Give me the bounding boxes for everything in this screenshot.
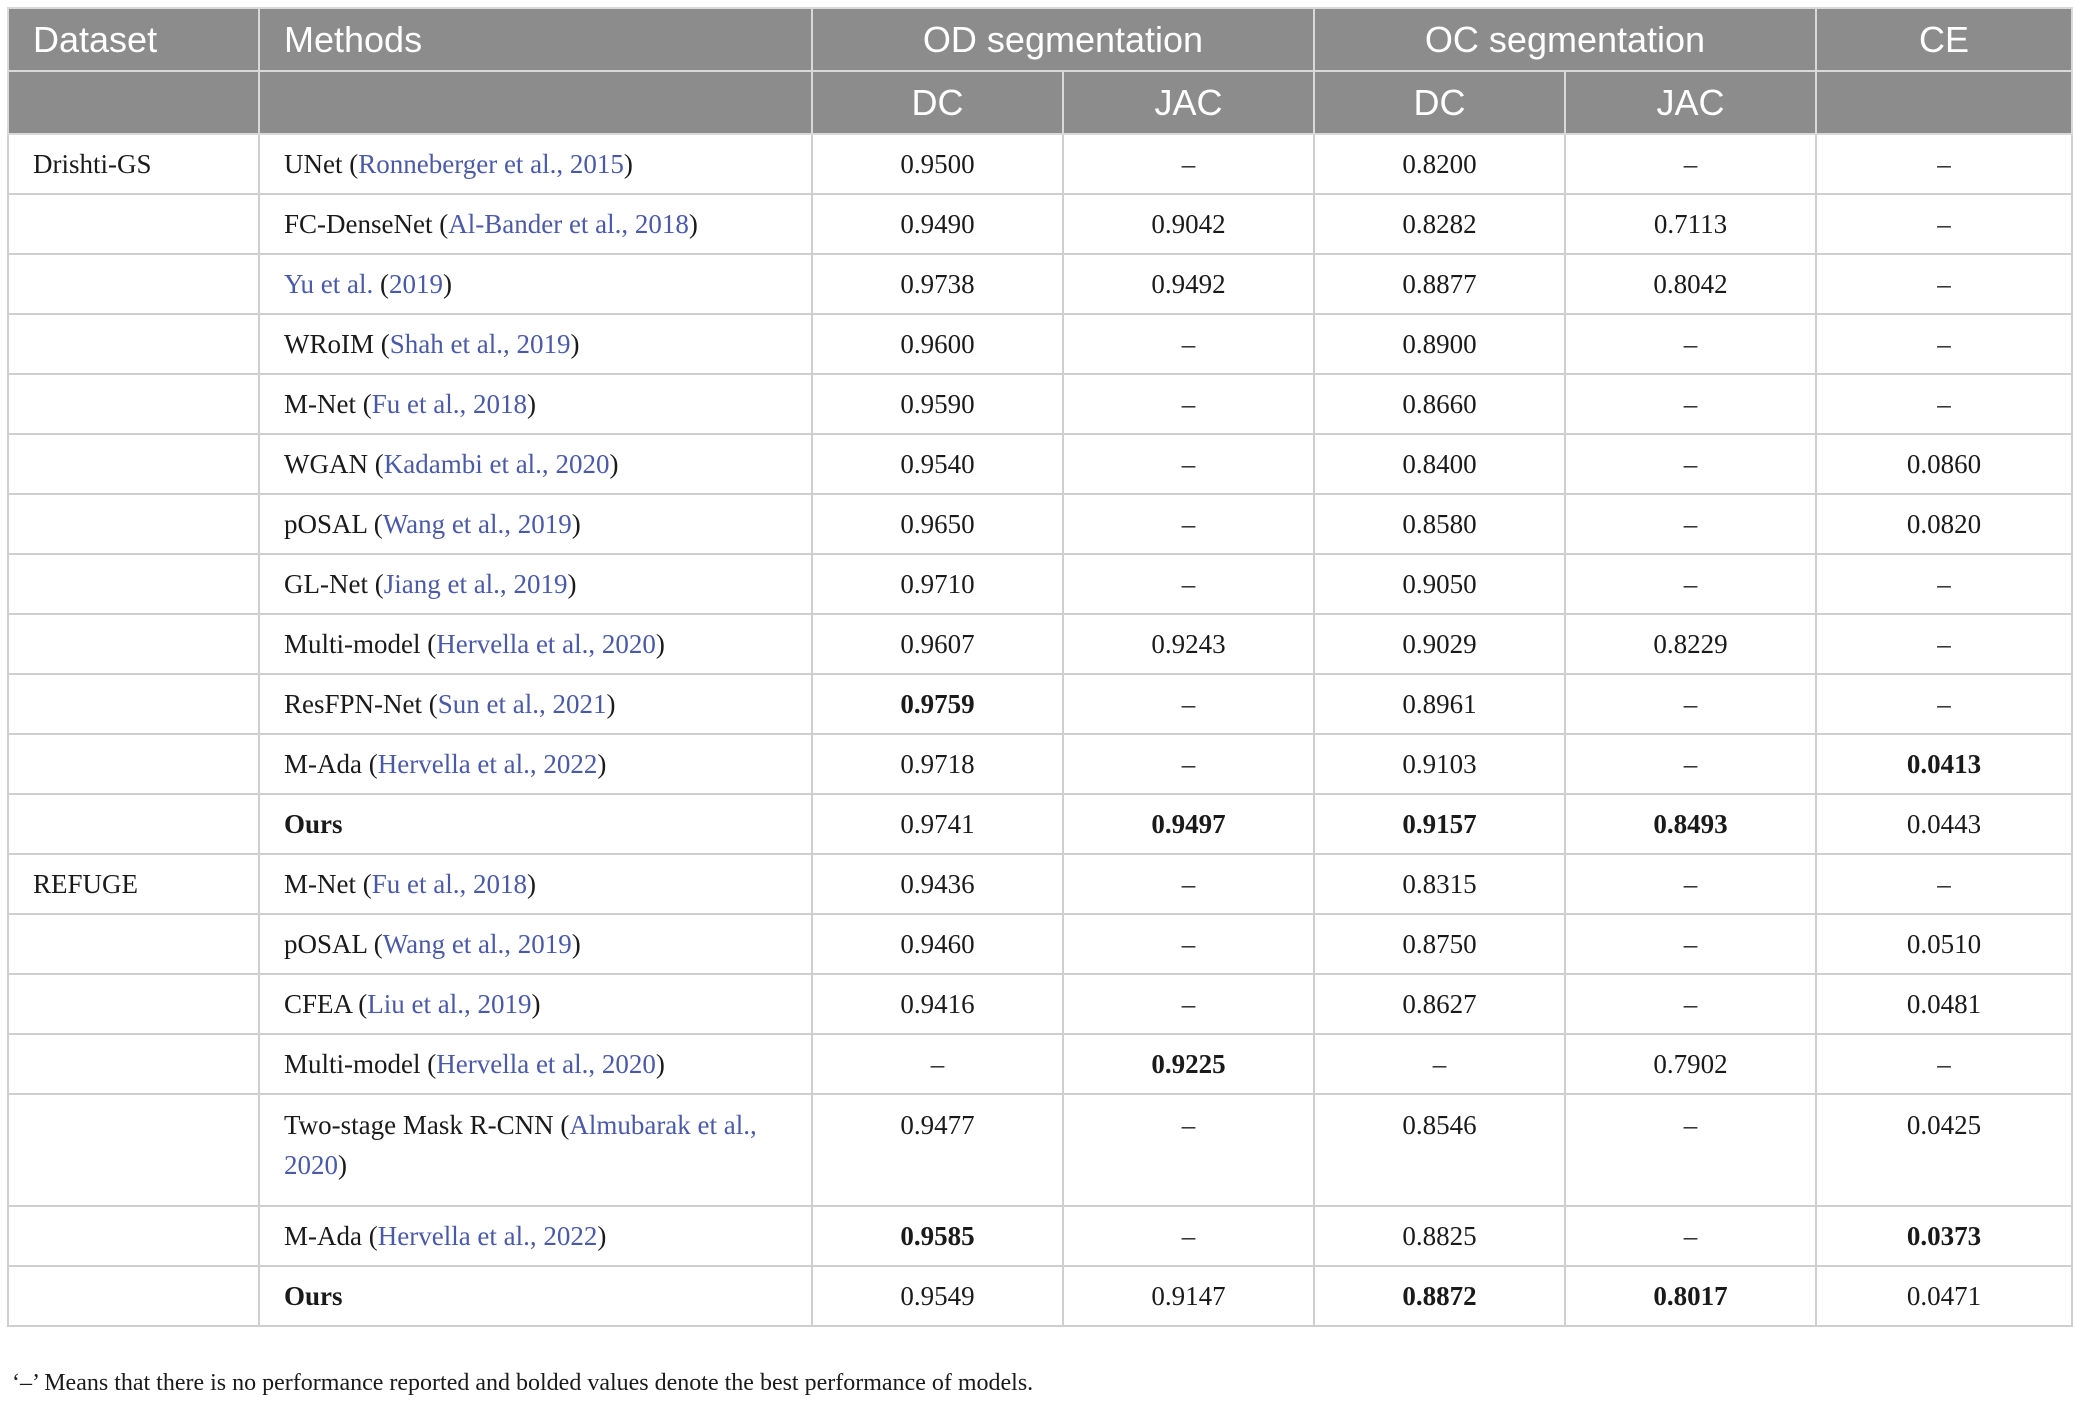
method-cell xyxy=(259,434,812,494)
header-row-2 xyxy=(8,71,2072,134)
table-row xyxy=(8,734,2072,794)
oc-dc-cell: 0.8877 xyxy=(1314,254,1565,314)
oc-dc-cell: 0.8546 xyxy=(1314,1094,1565,1206)
od-dc-cell: 0.9741 xyxy=(812,794,1063,854)
od-dc-cell: 0.9436 xyxy=(812,854,1063,914)
oc-dc-cell: – xyxy=(1314,1034,1565,1094)
citation-authors: Fu et al., xyxy=(371,869,473,899)
oc-dc-cell: 0.8750 xyxy=(1314,914,1565,974)
table-row xyxy=(8,374,2072,434)
citation-authors: Shah et al., xyxy=(389,329,517,359)
table-row xyxy=(8,554,2072,614)
paren-open: ( xyxy=(367,509,383,539)
od-jac-cell: 0.9492 xyxy=(1063,254,1314,314)
paren-open: ( xyxy=(355,869,372,899)
citation-year: 2019 xyxy=(517,509,572,539)
oc-dc-cell: 0.8400 xyxy=(1314,434,1565,494)
citation-year: 2020 xyxy=(601,1049,656,1079)
method-name: CFEA xyxy=(284,989,352,1019)
dataset-cell xyxy=(8,674,259,734)
citation-year: 2022 xyxy=(543,1221,598,1251)
method-cell xyxy=(259,1034,812,1094)
ce-cell: 0.0820 xyxy=(1816,494,2072,554)
header-od-segmentation: OD segmentation xyxy=(812,8,1314,71)
od-jac-cell: – xyxy=(1063,554,1314,614)
method-name: GL-Net xyxy=(284,569,368,599)
dataset-cell xyxy=(8,914,259,974)
paren-open: ( xyxy=(342,149,359,179)
ce-cell: – xyxy=(1816,194,2072,254)
od-jac-cell: – xyxy=(1063,734,1314,794)
oc-dc-cell: 0.9157 xyxy=(1314,794,1565,854)
table-row xyxy=(8,1206,2072,1266)
paren-open: ( xyxy=(361,749,378,779)
od-dc-cell: 0.9600 xyxy=(812,314,1063,374)
citation-link[interactable] xyxy=(448,209,689,239)
paren-open: ( xyxy=(361,1221,378,1251)
od-dc-cell: 0.9759 xyxy=(812,674,1063,734)
dataset-cell xyxy=(8,194,259,254)
citation-link[interactable] xyxy=(378,749,598,779)
method-name: FC-DenseNet xyxy=(284,209,433,239)
citation-year: 2020 xyxy=(555,449,610,479)
od-jac-cell: 0.9243 xyxy=(1063,614,1314,674)
paren-close: ) xyxy=(655,629,665,659)
dataset-cell xyxy=(8,1266,259,1326)
dataset-cell xyxy=(8,254,259,314)
dataset-cell: Drishti-GS xyxy=(8,134,259,194)
method-cell xyxy=(259,614,812,674)
dataset-cell xyxy=(8,434,259,494)
method-name: M-Net xyxy=(284,389,356,419)
citation-authors: Yu et al. xyxy=(284,269,380,299)
dataset-cell xyxy=(8,1034,259,1094)
citation-year: 2019 xyxy=(517,929,572,959)
header-oc-segmentation: OC segmentation xyxy=(1314,8,1816,71)
oc-jac-cell: – xyxy=(1565,914,1816,974)
oc-jac-cell: – xyxy=(1565,374,1816,434)
dataset-cell xyxy=(8,374,259,434)
citation-link[interactable] xyxy=(436,629,656,659)
paren-close: ) xyxy=(606,689,616,719)
dataset-cell xyxy=(8,1094,259,1206)
method-cell: Ours xyxy=(259,1266,812,1326)
table-row xyxy=(8,194,2072,254)
paren-close: ) xyxy=(570,329,580,359)
citation-year: 2019 xyxy=(513,569,568,599)
table-row xyxy=(8,674,2072,734)
od-dc-cell: 0.9477 xyxy=(812,1094,1063,1206)
method-cell xyxy=(259,974,812,1034)
od-dc-cell: – xyxy=(812,1034,1063,1094)
citation-link[interactable] xyxy=(390,329,571,359)
header-methods: Methods xyxy=(259,8,812,71)
table-row xyxy=(8,914,2072,974)
table-row xyxy=(8,254,2072,314)
dataset-cell xyxy=(8,494,259,554)
od-dc-cell: 0.9590 xyxy=(812,374,1063,434)
method-cell xyxy=(259,494,812,554)
table-row xyxy=(8,1094,2072,1206)
method-name: pOSAL xyxy=(284,509,368,539)
citation-year: 2019 xyxy=(477,989,532,1019)
method-name: M-Net xyxy=(284,869,356,899)
citation-link[interactable] xyxy=(384,449,610,479)
citation-link[interactable] xyxy=(436,1049,656,1079)
od-dc-cell: 0.9500 xyxy=(812,134,1063,194)
dataset-cell xyxy=(8,614,259,674)
oc-jac-cell: – xyxy=(1565,674,1816,734)
method-name: Two-stage Mask R-CNN xyxy=(284,1110,554,1140)
od-jac-cell: – xyxy=(1063,1094,1314,1206)
citation-authors: Fu et al., xyxy=(371,389,473,419)
oc-jac-cell: – xyxy=(1565,494,1816,554)
citation-link[interactable] xyxy=(367,989,531,1019)
citation-authors: Wang et al., xyxy=(382,929,518,959)
oc-jac-cell: – xyxy=(1565,1094,1816,1206)
oc-jac-cell: – xyxy=(1565,314,1816,374)
ce-cell: – xyxy=(1816,674,2072,734)
oc-jac-cell: 0.7902 xyxy=(1565,1034,1816,1094)
oc-dc-cell: 0.8660 xyxy=(1314,374,1565,434)
method-name: pOSAL xyxy=(284,929,368,959)
paren-open: ( xyxy=(422,689,438,719)
oc-dc-cell: 0.8961 xyxy=(1314,674,1565,734)
table-row xyxy=(8,794,2072,854)
paren-close: ) xyxy=(688,209,698,239)
od-dc-cell: 0.9738 xyxy=(812,254,1063,314)
od-dc-cell: 0.9460 xyxy=(812,914,1063,974)
oc-jac-cell: – xyxy=(1565,974,1816,1034)
paren-close: ) xyxy=(623,149,633,179)
od-dc-cell: 0.9416 xyxy=(812,974,1063,1034)
method-name: Multi-model xyxy=(284,629,421,659)
method-name: M-Ada xyxy=(284,1221,362,1251)
method-cell xyxy=(259,254,812,314)
od-jac-cell: – xyxy=(1063,134,1314,194)
oc-jac-cell: – xyxy=(1565,134,1816,194)
dataset-cell xyxy=(8,1206,259,1266)
citation-authors: Sun et al., xyxy=(437,689,553,719)
method-name: ResFPN-Net xyxy=(284,689,423,719)
citation-authors: Liu et al., xyxy=(367,989,478,1019)
oc-jac-cell: 0.8229 xyxy=(1565,614,1816,674)
od-dc-cell: 0.9585 xyxy=(812,1206,1063,1266)
oc-jac-cell: – xyxy=(1565,1206,1816,1266)
ce-cell: – xyxy=(1816,374,2072,434)
citation-year: 2018 xyxy=(634,209,689,239)
ce-cell: 0.0510 xyxy=(1816,914,2072,974)
results-table-container xyxy=(7,7,2069,1327)
paren-open: ( xyxy=(351,989,368,1019)
citation-authors: Hervella et al., xyxy=(377,1221,544,1251)
citation-link[interactable] xyxy=(384,569,568,599)
method-name: Multi-model xyxy=(284,1049,421,1079)
oc-jac-cell: 0.8493 xyxy=(1565,794,1816,854)
od-dc-cell: 0.9718 xyxy=(812,734,1063,794)
citation-year: 2019 xyxy=(516,329,571,359)
oc-dc-cell: 0.8900 xyxy=(1314,314,1565,374)
header-row-1 xyxy=(8,8,2072,71)
table-row xyxy=(8,1034,2072,1094)
table-row xyxy=(8,314,2072,374)
ce-cell: – xyxy=(1816,134,2072,194)
ce-cell: 0.0425 xyxy=(1816,1094,2072,1206)
ce-cell: – xyxy=(1816,254,2072,314)
paren-open: ( xyxy=(367,449,384,479)
od-dc-cell: 0.9607 xyxy=(812,614,1063,674)
od-jac-cell: – xyxy=(1063,974,1314,1034)
paren-close: ) xyxy=(442,269,452,299)
ce-cell: – xyxy=(1816,314,2072,374)
citation-authors: Kadambi et al., xyxy=(383,449,556,479)
paren-open: ( xyxy=(367,929,383,959)
citation-link[interactable] xyxy=(372,389,527,419)
oc-jac-cell: – xyxy=(1565,434,1816,494)
method-cell xyxy=(259,554,812,614)
citation-authors: Ronneberger et al., xyxy=(358,149,570,179)
header-od-dc: DC xyxy=(812,71,1063,134)
citation-authors: Hervella et al., xyxy=(377,749,544,779)
table-row xyxy=(8,614,2072,674)
table-body xyxy=(8,134,2072,1326)
table-row xyxy=(8,974,2072,1034)
citation-year: 2015 xyxy=(569,149,624,179)
header-od-jac: JAC xyxy=(1063,71,1314,134)
oc-dc-cell: 0.8282 xyxy=(1314,194,1565,254)
od-jac-cell: 0.9147 xyxy=(1063,1266,1314,1326)
header-empty-methods xyxy=(259,71,812,134)
oc-dc-cell: 0.8627 xyxy=(1314,974,1565,1034)
method-cell xyxy=(259,194,812,254)
citation-authors: Jiang et al., xyxy=(383,569,514,599)
paren-open: ( xyxy=(379,269,389,299)
ce-cell: 0.0443 xyxy=(1816,794,2072,854)
od-jac-cell: – xyxy=(1063,1206,1314,1266)
method-name: M-Ada xyxy=(284,749,362,779)
citation-authors: Hervella et al., xyxy=(436,629,602,659)
ce-cell: – xyxy=(1816,554,2072,614)
od-jac-cell: – xyxy=(1063,674,1314,734)
ce-cell: 0.0860 xyxy=(1816,434,2072,494)
results-table xyxy=(7,7,2073,1327)
method-cell xyxy=(259,854,812,914)
paren-open: ( xyxy=(374,329,390,359)
table-row xyxy=(8,1266,2072,1326)
method-cell xyxy=(259,734,812,794)
header-oc-dc: DC xyxy=(1314,71,1565,134)
ce-cell: – xyxy=(1816,1034,2072,1094)
od-dc-cell: 0.9540 xyxy=(812,434,1063,494)
dataset-cell: REFUGE xyxy=(8,854,259,914)
table-header xyxy=(8,8,2072,134)
od-jac-cell: – xyxy=(1063,314,1314,374)
citation-link[interactable] xyxy=(284,269,380,299)
dataset-cell xyxy=(8,554,259,614)
method-cell xyxy=(259,134,812,194)
paren-close: ) xyxy=(571,509,581,539)
header-oc-jac: JAC xyxy=(1565,71,1816,134)
citation-link[interactable] xyxy=(372,869,527,899)
citation-year-link[interactable]: 2019 xyxy=(388,269,443,299)
method-cell xyxy=(259,374,812,434)
oc-dc-cell: 0.8872 xyxy=(1314,1266,1565,1326)
oc-dc-cell: 0.8825 xyxy=(1314,1206,1565,1266)
method-cell xyxy=(259,914,812,974)
table-row xyxy=(8,494,2072,554)
table-row xyxy=(8,134,2072,194)
od-jac-cell: 0.9042 xyxy=(1063,194,1314,254)
ce-cell: – xyxy=(1816,854,2072,914)
ce-cell: 0.0413 xyxy=(1816,734,2072,794)
citation-year: 2018 xyxy=(472,869,527,899)
method-name: WRoIM xyxy=(284,329,374,359)
citation-year: 2020 xyxy=(601,629,656,659)
od-dc-cell: 0.9650 xyxy=(812,494,1063,554)
od-jac-cell: – xyxy=(1063,374,1314,434)
paren-close: ) xyxy=(655,1049,665,1079)
paren-open: ( xyxy=(432,209,449,239)
citation-authors: Hervella et al., xyxy=(436,1049,602,1079)
method-name: WGAN xyxy=(284,449,368,479)
ce-cell: 0.0471 xyxy=(1816,1266,2072,1326)
citation-link[interactable] xyxy=(383,929,572,959)
dataset-cell xyxy=(8,974,259,1034)
od-dc-cell: 0.9710 xyxy=(812,554,1063,614)
table-footnote: ‘–’ Means that there is no performance reported and bolded values denote the best performance of models. xyxy=(12,1370,1034,1396)
paren-close: ) xyxy=(597,1221,607,1251)
citation-year: 2018 xyxy=(472,389,527,419)
od-jac-cell: – xyxy=(1063,854,1314,914)
dataset-cell xyxy=(8,734,259,794)
od-jac-cell: 0.9225 xyxy=(1063,1034,1314,1094)
od-jac-cell: 0.9497 xyxy=(1063,794,1314,854)
oc-dc-cell: 0.8580 xyxy=(1314,494,1565,554)
citation-authors: Almubarak et al., xyxy=(569,1110,757,1140)
oc-jac-cell: 0.8042 xyxy=(1565,254,1816,314)
oc-jac-cell: 0.7113 xyxy=(1565,194,1816,254)
paren-close: ) xyxy=(597,749,607,779)
table-row xyxy=(8,854,2072,914)
paren-close: ) xyxy=(338,1150,347,1180)
dataset-cell xyxy=(8,314,259,374)
oc-jac-cell: 0.8017 xyxy=(1565,1266,1816,1326)
citation-link[interactable] xyxy=(438,689,607,719)
paren-close: ) xyxy=(567,569,577,599)
table-row xyxy=(8,434,2072,494)
paren-close: ) xyxy=(609,449,619,479)
od-jac-cell: – xyxy=(1063,914,1314,974)
od-jac-cell: – xyxy=(1063,494,1314,554)
citation-link[interactable] xyxy=(383,509,572,539)
header-empty-ce xyxy=(1816,71,2072,134)
od-dc-cell: 0.9549 xyxy=(812,1266,1063,1326)
paren-close: ) xyxy=(571,929,581,959)
ce-cell: – xyxy=(1816,614,2072,674)
oc-dc-cell: 0.8200 xyxy=(1314,134,1565,194)
method-name: UNet xyxy=(284,149,343,179)
oc-jac-cell: – xyxy=(1565,734,1816,794)
citation-authors: Wang et al., xyxy=(382,509,518,539)
oc-dc-cell: 0.9029 xyxy=(1314,614,1565,674)
citation-link[interactable] xyxy=(358,149,624,179)
method-cell: Ours xyxy=(259,794,812,854)
oc-dc-cell: 0.8315 xyxy=(1314,854,1565,914)
od-jac-cell: – xyxy=(1063,434,1314,494)
paren-close: ) xyxy=(531,989,541,1019)
paren-open: ( xyxy=(367,569,384,599)
paren-open: ( xyxy=(355,389,372,419)
header-ce: CE xyxy=(1816,8,2072,71)
method-cell xyxy=(259,314,812,374)
oc-dc-cell: 0.9050 xyxy=(1314,554,1565,614)
paren-open: ( xyxy=(420,629,437,659)
method-cell xyxy=(259,1206,812,1266)
citation-year: 2022 xyxy=(543,749,598,779)
citation-authors: Al-Bander et al., xyxy=(448,209,635,239)
oc-jac-cell: – xyxy=(1565,554,1816,614)
method-cell xyxy=(259,1094,812,1206)
dataset-cell xyxy=(8,794,259,854)
paren-open: ( xyxy=(420,1049,437,1079)
paren-close: ) xyxy=(526,869,536,899)
method-cell xyxy=(259,674,812,734)
citation-year: 2020 xyxy=(284,1150,338,1180)
citation-link[interactable] xyxy=(378,1221,598,1251)
od-dc-cell: 0.9490 xyxy=(812,194,1063,254)
paren-close: ) xyxy=(526,389,536,419)
oc-jac-cell: – xyxy=(1565,854,1816,914)
header-empty-dataset xyxy=(8,71,259,134)
ce-cell: 0.0481 xyxy=(1816,974,2072,1034)
oc-dc-cell: 0.9103 xyxy=(1314,734,1565,794)
header-dataset: Dataset xyxy=(8,8,259,71)
ce-cell: 0.0373 xyxy=(1816,1206,2072,1266)
citation-year: 2021 xyxy=(552,689,607,719)
paren-open: ( xyxy=(553,1110,570,1140)
